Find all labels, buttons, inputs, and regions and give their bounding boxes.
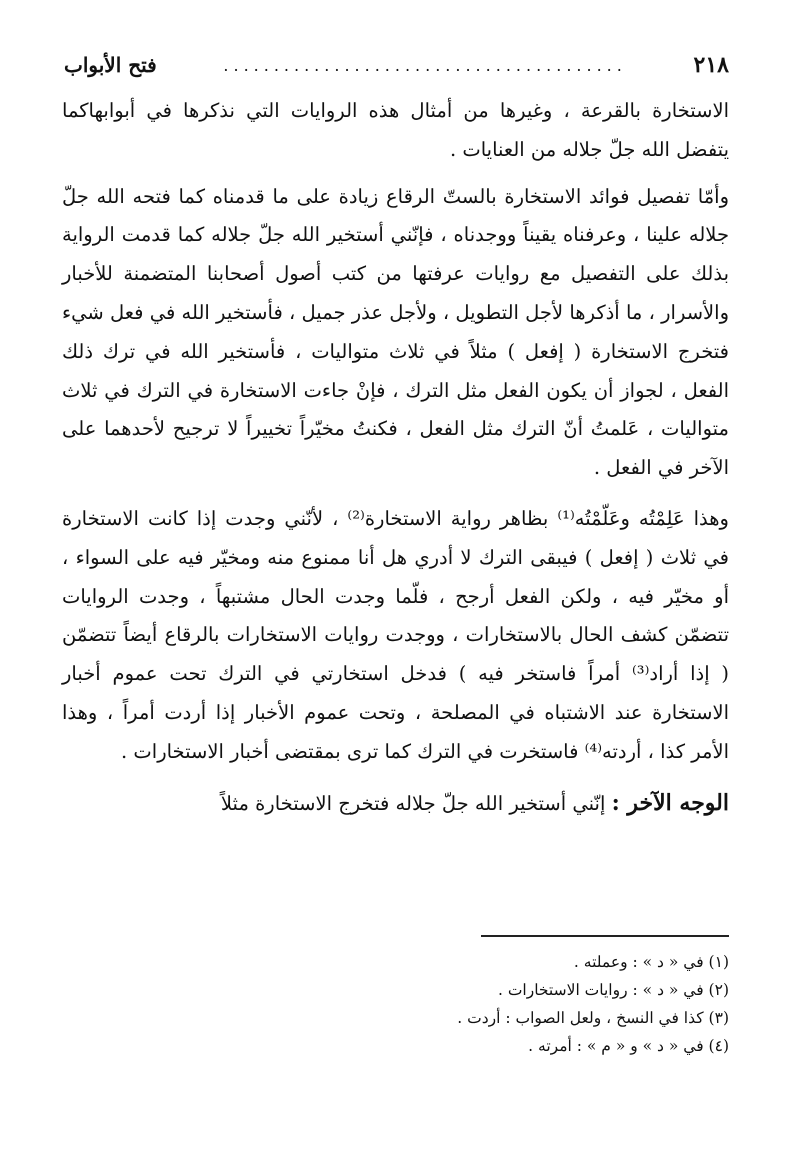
header-leader-dots: ........................................	[223, 55, 627, 75]
footnote-separator	[481, 935, 729, 937]
main-text	[62, 92, 729, 823]
paragraph-1: الاستخارة بالقرعة ، وغيرها من أمثال هذه الروايات التي نذكرها في أبوابهاكما يتفضل الله جلّ جلاله من العنايات .	[62, 99, 729, 161]
footnote-4: (٤) في « د » و « م » : أمرته .	[528, 1037, 729, 1055]
footnote-2: (٢) في « د » : روايات الاستخارات .	[497, 981, 729, 999]
paragraph-4	[62, 784, 729, 824]
paragraph-4-text: إنّني أستخير الله جلّ جلاله فتخرج الاستخارة مثلاً	[220, 791, 612, 815]
running-title: فتح الأبواب	[64, 53, 157, 77]
footnote-1: (١) في « د » : وعملته .	[573, 953, 729, 971]
paragraph-2: وأمّا تفصيل فوائد الاستخارة بالستّ الرقاع زيادة على ما قدمناه كما فتحه الله جلّ جلاله علينا ، وعرفناه يقيناً ووجدناه ، فإنّني أستخير الله جلّ جلاله كما قدمت الرواية بذلك على التفصيل مع روايات عرفتها من كتب أصول أصحابنا المتضمنة للأخبار والأسرار ، ما أذكرها لأجل التطويل ، ولأجل عذر جميل ، فأستخير الله في فعل شيء فتخرج الاستخارة ( إفعل ) مثلاً في ثلاث متواليات ، فأستخير الله في ترك ذلك الفعل ، لجواز أن يكون الفعل مثل الترك ، فإنْ جاءت الاستخارة في الترك في ثلاث متواليات ، عَلمتُ أنّ الترك مثل الفعل ، فكنتُ مخيّراً تخييراً لا ترجيح لأحدهما على الآخر في الفعل .	[62, 184, 729, 480]
page-number: ٢١٨	[693, 52, 729, 78]
paragraph-3: وهذا عَلِمْتُه وعَلّمْتُه⁽¹⁾ بظاهر رواية الاستخارة⁽²⁾ ، لأنّني وجدت إذا كانت الاستخارة في ثلاث ( إفعل ) فيبقى الترك لا أدري هل أنا ممنوع منه ومخيّر فيه على السواء ، أو مخيّر فيه ، ولكن الفعل أرجح ، فلّما وجدت الحال مشتبهاً ، وجدت الروايات تتضمّن كشف الحال بالاستخارات ، ووجدت روايات الاستخارات بالرقاع أيضاً تتضمّن ( إذا أراد⁽³⁾ أمراً فاستخر فيه ) فدخل استخارتي في الترك تحت عموم أخبار الاستخارة عند الاشتباه في المصلحة ، وتحت عموم الأخبار إذا أردت أمراً ، وهذا الأمر كذا ، أردته⁽⁴⁾ فاستخرت في الترك كما ترى بمقتضى أخبار الاستخارات .	[62, 506, 730, 763]
running-header	[64, 48, 729, 82]
footnote-3: (٣) كذا في النسخ ، ولعل الصواب : أردت .	[457, 1009, 729, 1027]
footnotes	[169, 948, 729, 1060]
section-lead-heading: الوجه الآخر :	[611, 789, 729, 816]
